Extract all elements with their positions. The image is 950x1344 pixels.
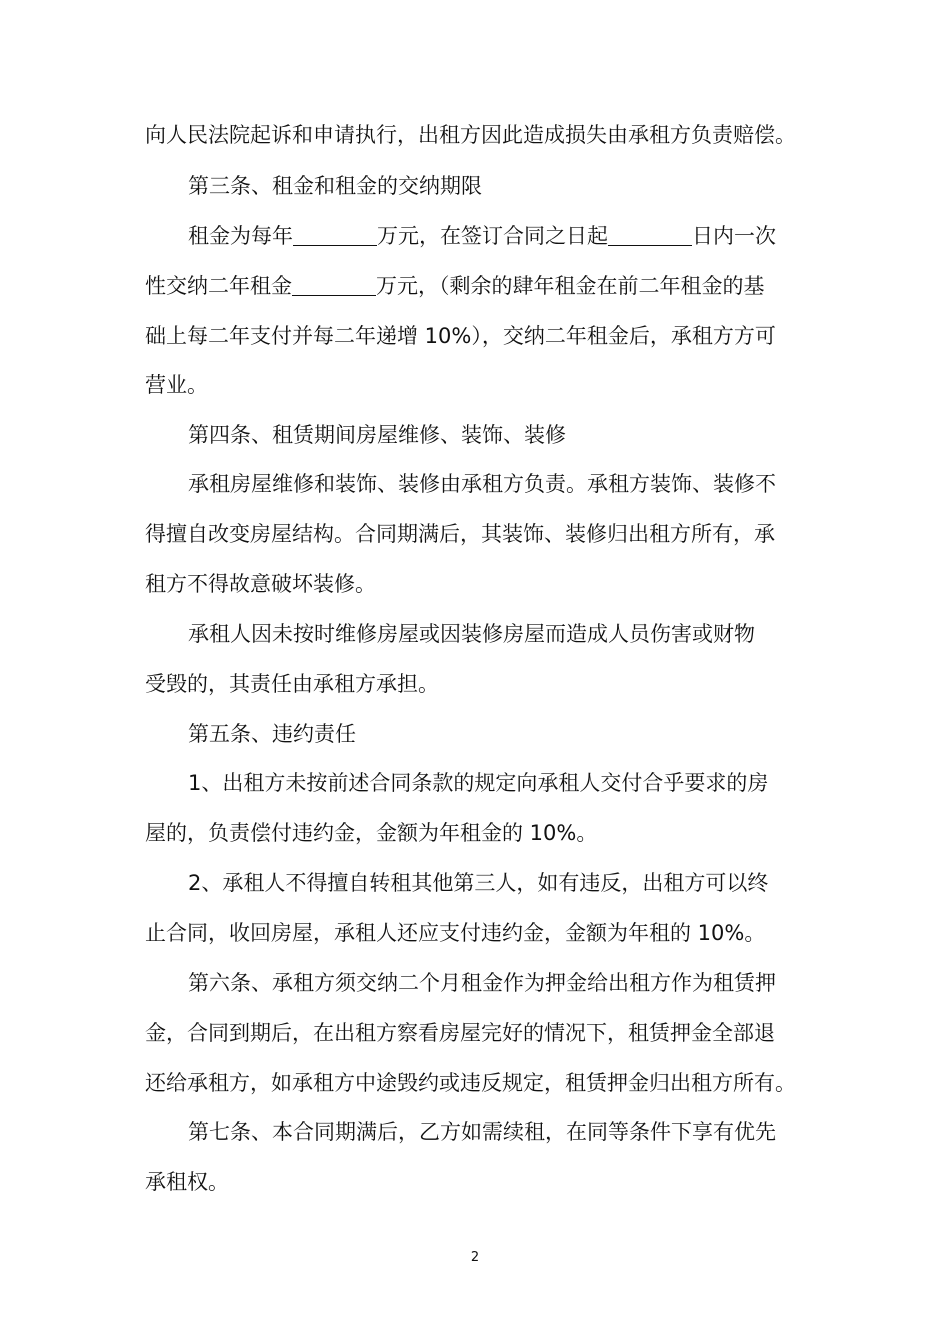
text-segment: 租金为每年	[188, 224, 293, 248]
article-heading: 第四条、租赁期间房屋维修、装饰、装修	[188, 423, 566, 447]
text-line	[188, 221, 776, 251]
text-line: 础上每二年支付并每二年递增 10%），交纳二年租金后，承租方方可	[145, 324, 776, 348]
text-line: 得擅自改变房屋结构。合同期满后，其装饰、装修归出租方所有，承	[145, 522, 775, 546]
text-line: 承租房屋维修和装饰、装修由承租方负责。承租方装饰、装修不	[188, 472, 776, 496]
article-heading: 第五条、违约责任	[188, 722, 356, 746]
page-number: 2	[470, 1250, 480, 1265]
text-line: 金，合同到期后，在出租方察看房屋完好的情况下，租赁押金全部退	[145, 1021, 775, 1045]
text-segment: 性交纳二年租金	[145, 274, 292, 298]
text-line: 还给承租方，如承租方中途毁约或违反规定，租赁押金归出租方所有。	[145, 1071, 796, 1095]
text-line: 向人民法院起诉和申请执行，出租方因此造成损失由承租方负责赔偿。	[145, 123, 796, 147]
text-line: 第六条、承租方须交纳二个月租金作为押金给出租方作为租赁押	[188, 971, 776, 995]
text-segment: 万元，（剩余的肆年租金在前二年租金的基	[376, 274, 765, 298]
fill-in-blank	[292, 273, 376, 296]
text-segment: 日内一次	[692, 224, 776, 248]
text-line: 2、承租人不得擅自转租其他第三人，如有违反，出租方可以终	[188, 871, 769, 895]
text-line: 止合同，收回房屋，承租人还应支付违约金，金额为年租的 10%。	[145, 921, 766, 945]
text-line: 屋的，负责偿付违约金，金额为年租金的 10%。	[145, 821, 598, 845]
text-line: 第七条、本合同期满后，乙方如需续租，在同等条件下享有优先	[188, 1120, 776, 1144]
text-line: 承租权。	[145, 1170, 229, 1194]
article-heading: 第三条、租金和租金的交纳期限	[188, 174, 482, 198]
text-line: 1、出租方未按前述合同条款的规定向承租人交付合乎要求的房	[188, 771, 769, 795]
text-line: 受毁的，其责任由承租方承担。	[145, 672, 439, 696]
text-line: 租方不得故意破坏装修。	[145, 572, 376, 596]
text-line: 营业。	[145, 373, 208, 397]
text-line	[145, 271, 765, 301]
text-segment: 万元，在签订合同之日起	[377, 224, 608, 248]
text-line: 承租人因未按时维修房屋或因装修房屋而造成人员伤害或财物	[188, 622, 755, 646]
fill-in-blank	[608, 223, 692, 246]
fill-in-blank	[293, 223, 377, 246]
